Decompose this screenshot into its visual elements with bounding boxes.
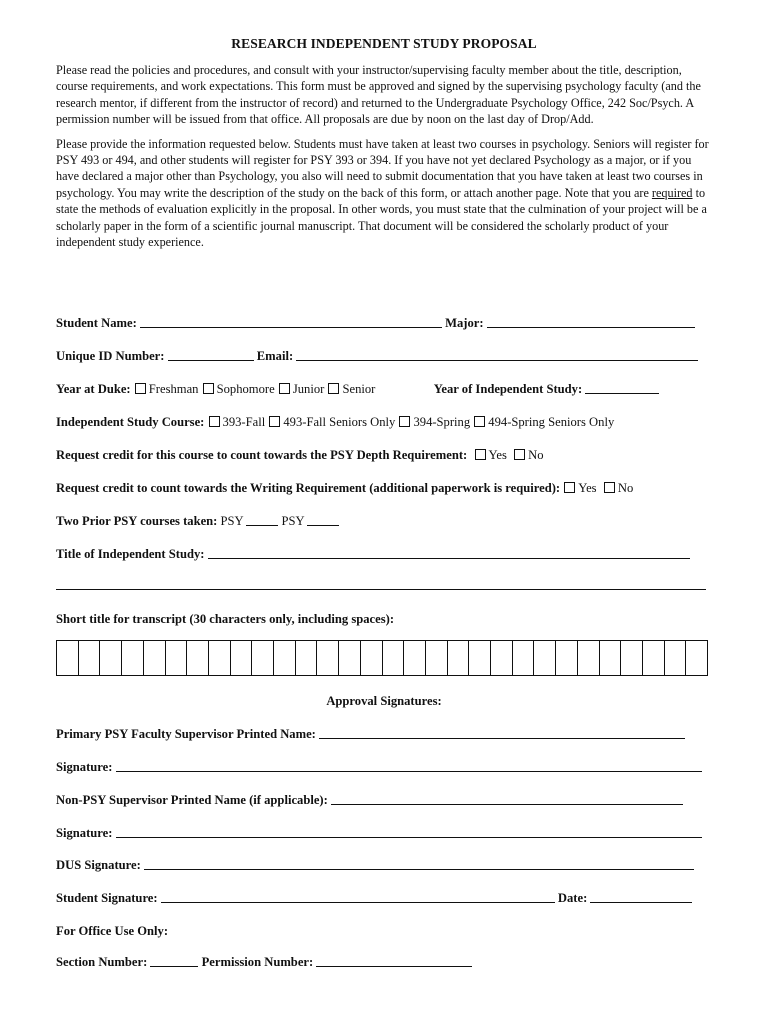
student-signature-label: Student Signature: <box>56 891 158 905</box>
short-title-char-box[interactable] <box>122 641 144 675</box>
short-title-char-box[interactable] <box>491 641 513 675</box>
course-494-spring-checkbox[interactable] <box>474 416 485 427</box>
non-psy-supervisor-field[interactable] <box>331 793 683 805</box>
depth-no-checkbox[interactable] <box>514 449 525 460</box>
email-field[interactable] <box>296 349 698 361</box>
section-number-label: Section Number: <box>56 955 148 969</box>
writing-requirement-label: Request credit to count towards the Writing Requirement (additional paperwork is required): <box>56 481 561 495</box>
short-title-char-box[interactable] <box>317 641 339 675</box>
office-use-row <box>56 924 716 939</box>
year-at-duke-row <box>56 382 716 397</box>
dus-signature-field[interactable] <box>144 858 694 870</box>
primary-supervisor-label: Primary PSY Faculty Supervisor Printed Name: <box>56 727 316 741</box>
prior-course-2-field[interactable] <box>307 514 339 526</box>
short-title-char-box[interactable] <box>339 641 361 675</box>
freshman-checkbox[interactable] <box>135 383 146 394</box>
student-signature-row <box>56 891 716 906</box>
short-title-char-box[interactable] <box>296 641 318 675</box>
course-row <box>56 415 716 430</box>
year-of-study-label: Year of Independent Study: <box>433 382 583 396</box>
para2-part-a: Please provide the information requested below. Students must have taken at least two courses in psychology. Seniors will register for PSY 493 or 494, and other students will register for PSY 393 or 394. If you have not yet declared Psychology as a major, or if you have declared a major other than Psychology, you also will need to submit documentation that you have taken at least two courses in psychology. You may write the description of the study on the back of this form, or attach another page. Note that you are <box>56 136 709 200</box>
short-title-char-box[interactable] <box>166 641 188 675</box>
primary-supervisor-field[interactable] <box>319 727 685 739</box>
short-title-character-boxes[interactable] <box>56 640 708 676</box>
short-title-char-box[interactable] <box>361 641 383 675</box>
study-title-label: Title of Independent Study: <box>56 547 205 561</box>
freshman-label: Freshman <box>148 382 199 396</box>
short-title-char-box[interactable] <box>600 641 622 675</box>
section-number-field[interactable] <box>150 955 198 967</box>
short-title-char-box[interactable] <box>534 641 556 675</box>
prior-course-1-field[interactable] <box>246 514 278 526</box>
writing-no-checkbox[interactable] <box>604 482 615 493</box>
course-label: Independent Study Course: <box>56 415 205 429</box>
signature-row-1 <box>56 760 716 775</box>
course-394-spring-checkbox[interactable] <box>399 416 410 427</box>
depth-requirement-row <box>56 448 716 463</box>
short-title-char-box[interactable] <box>404 641 426 675</box>
dus-signature-row <box>56 858 716 873</box>
short-title-row <box>56 612 716 627</box>
depth-no-label: No <box>528 448 544 462</box>
psy-prefix-2: PSY <box>281 514 305 528</box>
form-header <box>56 30 712 258</box>
short-title-char-box[interactable] <box>686 641 707 675</box>
unique-id-label: Unique ID Number: <box>56 349 165 363</box>
depth-requirement-label: Request credit for this course to count towards the PSY Depth Requirement: <box>56 448 468 462</box>
writing-yes-checkbox[interactable] <box>564 482 575 493</box>
short-title-char-box[interactable] <box>665 641 687 675</box>
short-title-char-box[interactable] <box>274 641 296 675</box>
study-title-row <box>56 547 716 562</box>
student-name-row <box>56 316 716 331</box>
short-title-char-box[interactable] <box>643 641 665 675</box>
short-title-char-box[interactable] <box>57 641 79 675</box>
junior-checkbox[interactable] <box>279 383 290 394</box>
email-label: Email: <box>256 349 294 363</box>
short-title-char-box[interactable] <box>513 641 535 675</box>
depth-yes-checkbox[interactable] <box>475 449 486 460</box>
depth-yes-label: Yes <box>488 448 507 462</box>
signature-label-2: Signature: <box>56 826 113 840</box>
year-of-study-field[interactable] <box>585 382 659 394</box>
office-use-label: For Office Use Only: <box>56 924 169 938</box>
permission-number-field[interactable] <box>316 955 472 967</box>
short-title-char-box[interactable] <box>556 641 578 675</box>
instructions-paragraph-1: Please read the policies and procedures, and consult with your instructor/supervising faculty member about the title, description, course requirements, and work expectations. This form must be approved and signed by the supervising psychology faculty (and the research mentor, if different from the instructor of record) and returned to the Undergraduate Psychology Office, 242 Soc/Psych. A permission number will be issued from that office. All proposals are due by noon on the last day of Drop/Add. <box>56 63 701 127</box>
major-field[interactable] <box>487 316 695 328</box>
student-signature-field[interactable] <box>161 891 555 903</box>
signature-label-1: Signature: <box>56 760 113 774</box>
short-title-char-box[interactable] <box>448 641 470 675</box>
course-493-fall-label: 493-Fall Seniors Only <box>283 415 396 429</box>
short-title-char-box[interactable] <box>100 641 122 675</box>
required-emphasis: required <box>651 185 693 200</box>
short-title-char-box[interactable] <box>252 641 274 675</box>
short-title-char-box[interactable] <box>231 641 253 675</box>
prior-courses-row <box>56 514 716 529</box>
study-title-continuation-row <box>56 578 716 593</box>
date-label: Date: <box>557 891 588 905</box>
sophomore-checkbox[interactable] <box>203 383 214 394</box>
short-title-char-box[interactable] <box>209 641 231 675</box>
short-title-char-box[interactable] <box>469 641 491 675</box>
major-label: Major: <box>445 316 484 330</box>
signature-row-2 <box>56 826 716 841</box>
instructions-paragraph-2 <box>56 136 712 251</box>
short-title-char-box[interactable] <box>621 641 643 675</box>
student-name-field[interactable] <box>140 316 442 328</box>
junior-label: Junior <box>292 382 325 396</box>
primary-supervisor-row <box>56 727 716 742</box>
short-title-label: Short title for transcript (30 characters only, including spaces): <box>56 612 395 626</box>
approval-heading-row <box>56 694 712 709</box>
date-field[interactable] <box>590 891 692 903</box>
psy-prefix-1: PSY <box>220 514 244 528</box>
year-at-duke-label: Year at Duke: <box>56 382 131 396</box>
dus-signature-label: DUS Signature: <box>56 858 141 872</box>
unique-id-field[interactable] <box>168 349 254 361</box>
senior-checkbox[interactable] <box>328 383 339 394</box>
non-psy-supervisor-row <box>56 793 716 808</box>
signature-field-1[interactable] <box>116 760 702 772</box>
study-title-field[interactable] <box>208 547 690 559</box>
short-title-char-box[interactable] <box>144 641 166 675</box>
writing-yes-label: Yes <box>578 481 597 495</box>
page-title: RESEARCH INDEPENDENT STUDY PROPOSAL <box>231 36 537 51</box>
course-493-fall-checkbox[interactable] <box>269 416 280 427</box>
short-title-char-box[interactable] <box>187 641 209 675</box>
course-394-spring-label: 394-Spring <box>413 415 471 429</box>
permission-number-label: Permission Number: <box>201 955 314 969</box>
course-494-spring-label: 494-Spring Seniors Only <box>488 415 615 429</box>
senior-label: Senior <box>342 382 376 396</box>
approval-heading: Approval Signatures: <box>326 694 442 708</box>
prior-courses-label: Two Prior PSY courses taken: <box>56 514 218 528</box>
short-title-char-box[interactable] <box>79 641 101 675</box>
non-psy-supervisor-label: Non-PSY Supervisor Printed Name (if applicable): <box>56 793 328 807</box>
short-title-char-box[interactable] <box>383 641 405 675</box>
signature-field-2[interactable] <box>116 826 702 838</box>
unique-id-row <box>56 349 716 364</box>
section-permission-row <box>56 955 716 970</box>
course-393-fall-label: 393-Fall <box>222 415 266 429</box>
student-name-label: Student Name: <box>56 316 137 330</box>
course-393-fall-checkbox[interactable] <box>209 416 220 427</box>
para2-part-b: to state the methods of evaluation explicitly in the proposal. In other words, you must state that the culmination of your project will be a scholarly paper in the form of a scientific journal manuscript. That document will be considered the scholarly product of your independent study experience. <box>56 185 707 250</box>
sophomore-label: Sophomore <box>216 382 275 396</box>
writing-requirement-row <box>56 481 716 496</box>
short-title-char-box[interactable] <box>578 641 600 675</box>
short-title-char-box[interactable] <box>426 641 448 675</box>
writing-no-label: No <box>617 481 634 495</box>
study-title-continuation-field[interactable] <box>56 578 706 590</box>
